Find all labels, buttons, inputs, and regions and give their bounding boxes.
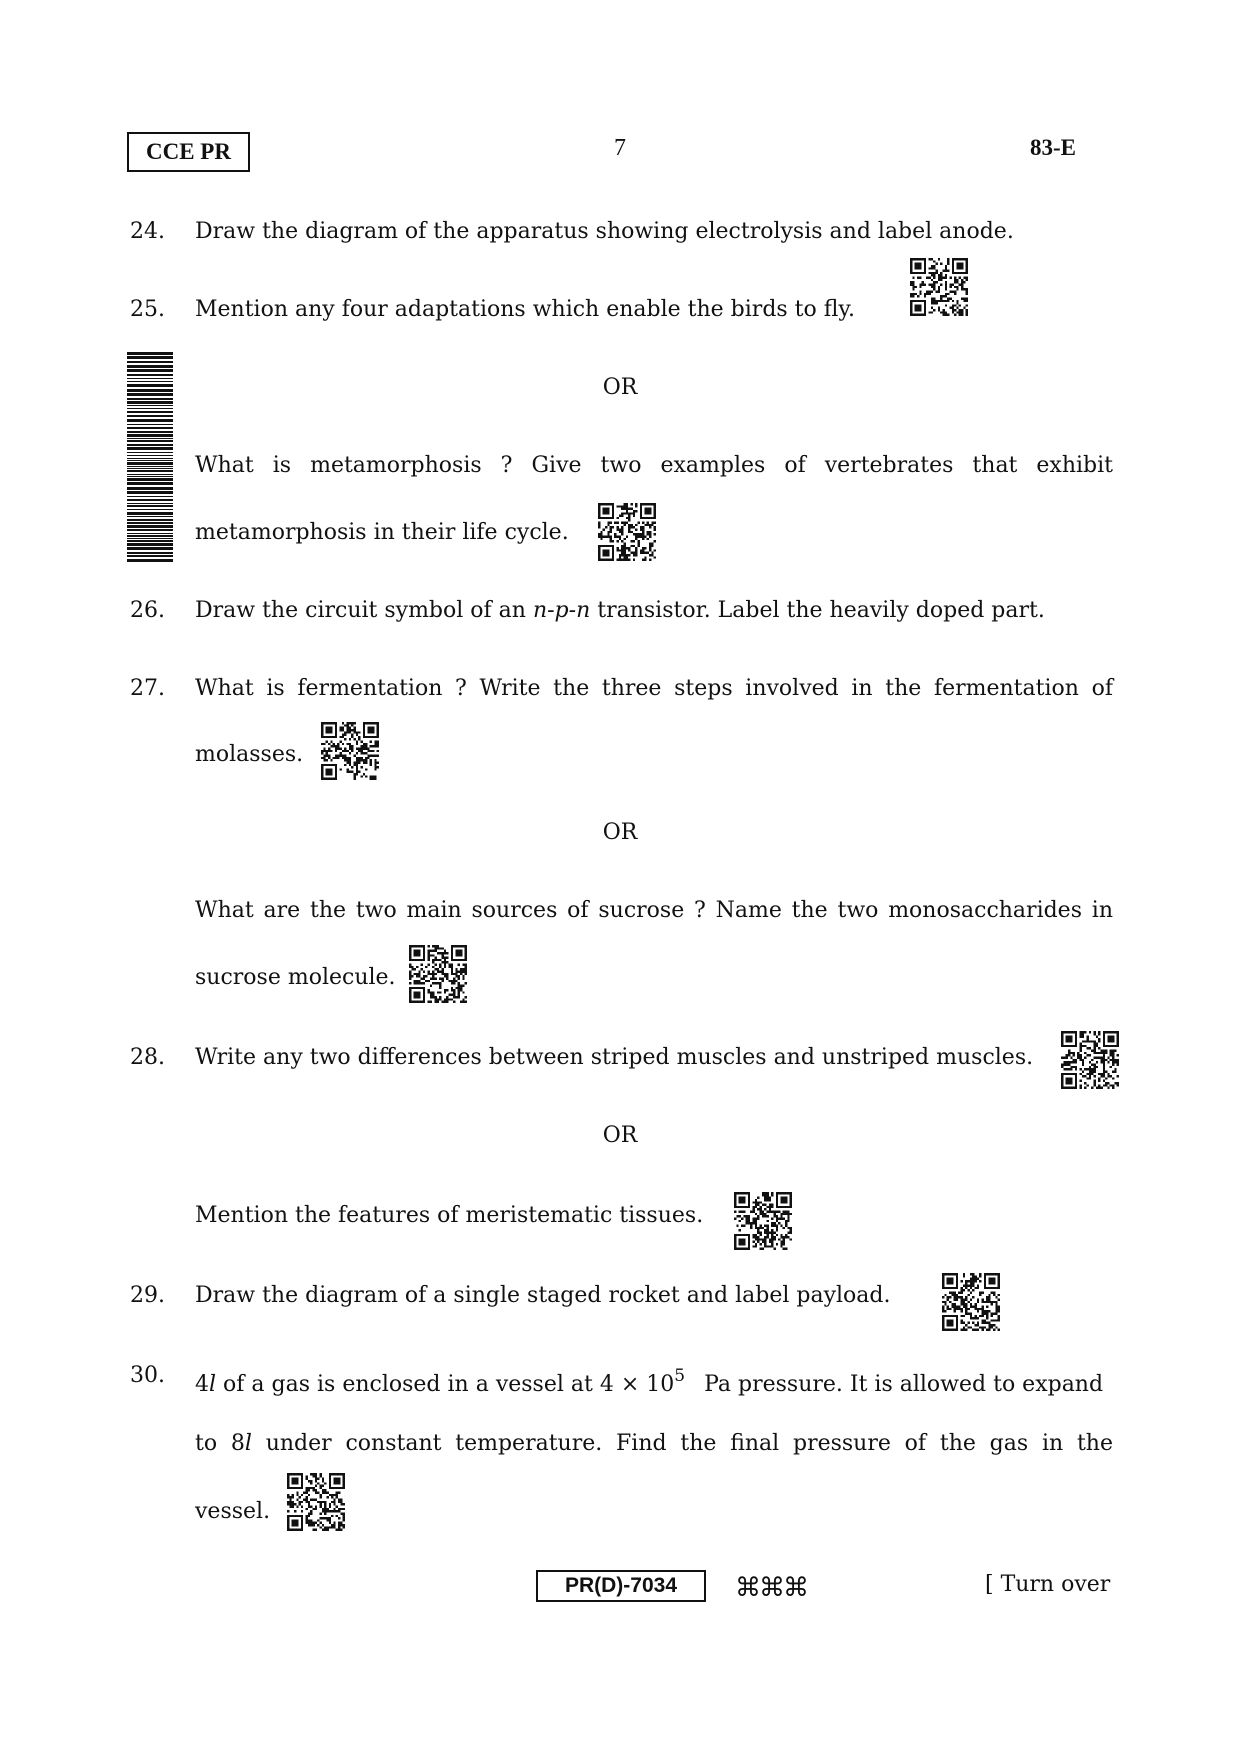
or-separator: OR — [602, 820, 638, 845]
qr-code-icon — [1061, 1031, 1119, 1089]
header-label-box — [127, 132, 250, 172]
q30-l1-exp: 5 — [674, 1366, 686, 1386]
question-number-24: 24. — [130, 219, 165, 244]
question-27-line2: molasses. — [195, 742, 304, 767]
header-left-label: CCE PR — [146, 139, 231, 164]
question-29-text: Draw the diagram of a single staged rocket and label payload. — [195, 1283, 891, 1308]
question-28-alt-text: Mention the features of meristematic tissues. — [195, 1203, 704, 1228]
q26-npn: n-p-n — [532, 598, 591, 623]
page-number: 7 — [614, 135, 626, 161]
qr-code-icon — [598, 503, 656, 561]
qr-code-icon — [734, 1192, 792, 1250]
qr-code-icon — [409, 945, 467, 1003]
question-26-text — [195, 596, 1045, 626]
q30-l2-unit: l — [244, 1431, 252, 1456]
q30-l1-b: of a gas is enclosed in a vessel at 4 × 10 — [216, 1372, 675, 1397]
question-30-line2 — [195, 1429, 1113, 1459]
question-number-30: 30. — [130, 1363, 165, 1388]
question-number-27: 27. — [130, 676, 165, 701]
question-25-alt-line1: What is metamorphosis ? Give two examples of vertebrates that exhibit — [195, 453, 1113, 478]
q30-l1-unit: l — [209, 1372, 217, 1397]
paper-code: 83-E — [1030, 135, 1076, 160]
q26-text-pre: Draw the circuit symbol of an — [195, 598, 533, 623]
question-27-line1: What is fermentation ? Write the three steps involved in the fermentation of — [195, 676, 1113, 701]
qr-code-icon — [910, 258, 968, 316]
question-number-25: 25. — [130, 297, 165, 322]
question-number-28: 28. — [130, 1045, 165, 1070]
q30-l2-b: under constant temperature. Find the final pressure of the gas in the — [251, 1431, 1113, 1456]
question-25-text: Mention any four adaptations which enable the birds to fly. — [195, 297, 855, 322]
qr-code-icon — [287, 1473, 345, 1531]
turn-over-label: [ Turn over — [985, 1572, 1111, 1597]
footer-code-box — [536, 1570, 706, 1602]
question-24-text: Draw the diagram of the apparatus showing electrolysis and label anode. — [195, 219, 1014, 244]
q30-l2-a: to 8 — [195, 1431, 245, 1456]
or-separator: OR — [602, 1123, 638, 1148]
or-separator: OR — [602, 375, 638, 400]
question-number-26: 26. — [130, 598, 165, 623]
q30-l1-a: 4 — [195, 1372, 209, 1397]
question-30-line1 — [195, 1361, 1113, 1400]
question-27-alt-line2: sucrose molecule. — [195, 965, 396, 990]
question-25-alt-line2: metamorphosis in their life cycle. — [195, 520, 569, 545]
question-27-alt-line1: What are the two main sources of sucrose ? Name the two monosaccharides in — [195, 898, 1113, 923]
q26-text-post: transistor. Label the heavily doped part. — [590, 598, 1045, 623]
qr-code-icon — [321, 722, 379, 780]
barcode-icon — [127, 352, 173, 564]
question-number-29: 29. — [130, 1283, 165, 1308]
question-30-line3: vessel. — [195, 1499, 271, 1524]
question-28-text: Write any two differences between striped muscles and unstriped muscles. — [195, 1045, 1034, 1070]
footer-code: PR(D)-7034 — [564, 1574, 678, 1597]
q30-l1-c: Pa pressure. It is allowed to expand — [697, 1372, 1104, 1397]
qr-code-icon — [942, 1273, 1000, 1331]
ornament-icon: ⌘⌘⌘ — [735, 1573, 807, 1603]
